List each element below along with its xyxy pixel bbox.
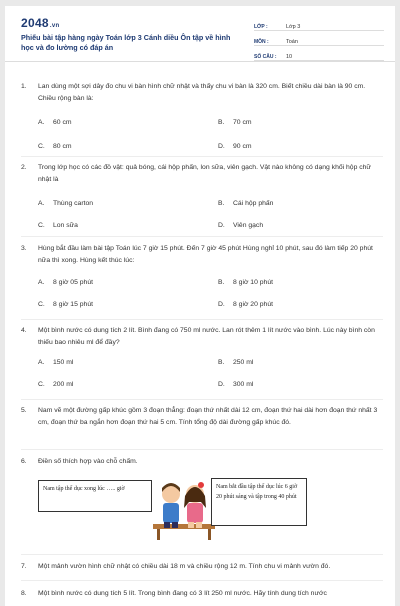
option-d[interactable]: D. Viên gạch bbox=[218, 222, 264, 229]
site-logo[interactable]: 2048.vn bbox=[21, 16, 60, 30]
meta-box bbox=[254, 18, 384, 63]
question-6: 6. Điền số thích hợp vào chỗ chấm. bbox=[21, 458, 138, 465]
option-a[interactable]: A. 150 ml bbox=[38, 359, 74, 366]
option-b[interactable]: B. Cái hộp phấn bbox=[218, 200, 274, 207]
meta-row-class: LỚP : Lớp 3 bbox=[254, 18, 384, 31]
question-3: 3. Hùng bắt đầu làm bài tập Toán lúc 7 giờ 15 phút. Đến 7 giờ 45 phút Hùng nghỉ 10 phút, sau đó làm tiếp 20 phút nữa thì xong. Hùng kết thúc lúc: A. 8 giờ 05 phút B. 8 giờ 10 phút C. 8 giờ 15 phút D. 8 giờ 20 phút bbox=[21, 243, 383, 323]
option-a[interactable]: A. Thùng carton bbox=[38, 200, 94, 207]
option-b[interactable]: B. 70 cm bbox=[218, 119, 252, 126]
option-c[interactable]: C. 8 giờ 15 phút bbox=[38, 301, 93, 308]
option-c[interactable]: C. 80 cm bbox=[38, 143, 72, 150]
option-a[interactable]: A. 8 giờ 05 phút bbox=[38, 279, 93, 286]
option-c[interactable]: C. Lon sữa bbox=[38, 222, 78, 229]
question-1: 1. Lan dùng một sợi dây đo chu vi bàn hình chữ nhật và thấy chu vi bàn là 320 cm. Biết chiều dài bàn là 90 cm. Chiều rộng bàn là: A. 60 cm B. 70 cm C. 80 cm D. 90 cm bbox=[21, 81, 383, 161]
divider bbox=[21, 319, 383, 320]
question-7: 7. Một mảnh vườn hình chữ nhật có chiều dài 18 m và chiều rộng 12 m. Tính chu vi mảnh vườn đó. bbox=[21, 563, 331, 570]
question-5: 5. Nam vẽ một đường gấp khúc gồm 3 đoạn thẳng: đoạn thứ nhất dài 12 cm, đoạn thứ hai dài hơn đoạn thứ nhất 3 cm, đoạn thứ ba ngắn hơn đoạn thứ hai 5 cm. Tính tổng độ dài đường gấp khúc đó. bbox=[21, 407, 378, 426]
option-b[interactable]: B. 8 giờ 10 phút bbox=[218, 279, 273, 286]
speech-bubble-right: Nam bắt đầu tập thể dục lúc 6 giờ 20 phút sáng và tập trong 40 phút bbox=[211, 478, 307, 526]
speech-bubble-left: Nam tập thể dục xong lúc ….. giờ bbox=[38, 480, 152, 512]
meta-row-count: SỐ CÂU : 10 bbox=[254, 48, 384, 61]
divider bbox=[21, 236, 383, 237]
option-c[interactable]: C. 200 ml bbox=[38, 381, 74, 388]
option-d[interactable]: D. 90 cm bbox=[218, 143, 252, 150]
question-4: 4. Một bình nước có dung tích 2 lít. Bình đang có 750 ml nước. Lan rót thêm 1 lít nước vào bình. Lúc này bình còn thiếu bao nhiêu ml để đầy? A. 150 ml B. 250 ml C. 200 ml D. 300 ml bbox=[21, 325, 383, 405]
divider bbox=[21, 449, 383, 450]
option-d[interactable]: D. 8 giờ 20 phút bbox=[218, 301, 273, 308]
question-2: 2. Trong lớp học có các đồ vật: quả bóng, cái hộp phấn, lon sữa, viên gạch. Vật nào không có dạng khối hộp chữ nhật là A. Thùng carton B. Cái hộp phấn C. Lon sữa D. Viên gạch bbox=[21, 162, 383, 237]
divider bbox=[21, 580, 383, 581]
meta-row-subject: MÔN : Toán bbox=[254, 33, 384, 46]
option-a[interactable]: A. 60 cm bbox=[38, 119, 72, 126]
option-b[interactable]: B. 250 ml bbox=[218, 359, 254, 366]
page-title: Phiếu bài tập hàng ngày Toán lớp 3 Cánh diều Ôn tập về hình học và đo lường có đáp án bbox=[21, 33, 231, 52]
divider bbox=[21, 554, 383, 555]
option-d[interactable]: D. 300 ml bbox=[218, 381, 254, 388]
divider bbox=[21, 399, 383, 400]
divider bbox=[21, 156, 383, 157]
children-illustration bbox=[149, 472, 219, 542]
worksheet-header bbox=[5, 6, 395, 62]
question-8: 8. Một bình nước có dung tích 5 lít. Trong bình đang có 3 lít 250 ml nước. Hãy tính dung tích nước bbox=[21, 590, 327, 597]
worksheet-page bbox=[5, 6, 395, 606]
